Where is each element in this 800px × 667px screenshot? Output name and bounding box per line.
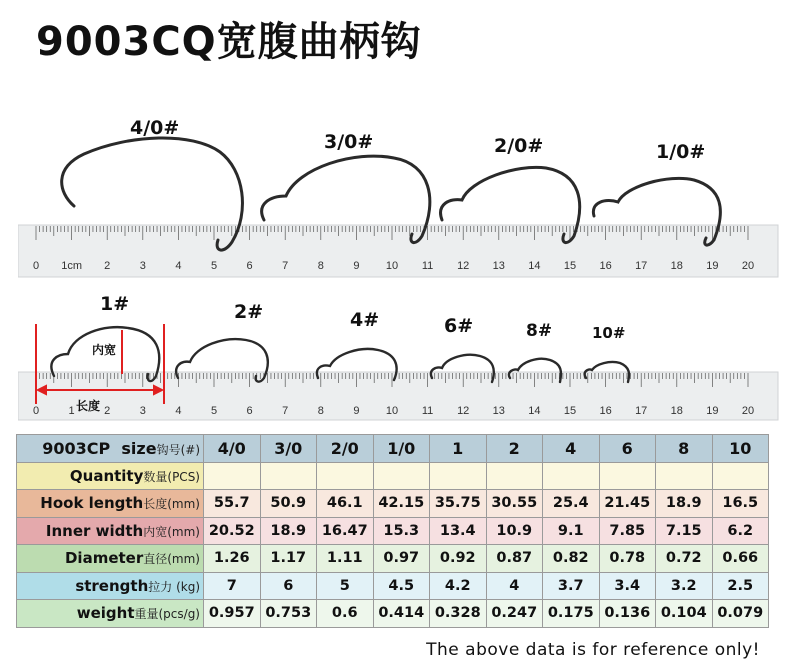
table-cell: 0.957: [204, 600, 261, 628]
table-cell: 0.414: [373, 600, 430, 628]
table-header-row: [17, 435, 769, 463]
table-cell: [712, 462, 769, 490]
table-cell: 35.75: [430, 490, 487, 518]
ruler-number: 10: [385, 405, 399, 417]
ruler-number: 19: [706, 405, 719, 417]
table-cell: 3.4: [599, 572, 656, 600]
table-cell: 16.47: [317, 517, 374, 545]
ruler-number: 15: [563, 405, 577, 417]
ruler-number: 4: [175, 405, 182, 417]
table-cell: [317, 462, 374, 490]
table-row: [17, 517, 769, 545]
table-cell: 0.6: [317, 600, 374, 628]
header-size-5: 2: [486, 435, 543, 463]
header-size-3: 1/0: [373, 435, 430, 463]
table-cell: [204, 462, 261, 490]
table-cell: 20.52: [204, 517, 261, 545]
header-size-4: 1: [430, 435, 487, 463]
table-cell: 4.5: [373, 572, 430, 600]
row-label: Quantity数量(PCS): [17, 462, 204, 490]
table-cell: [486, 462, 543, 490]
size-label-2-0: 2/0#: [494, 135, 544, 157]
table-cell: 0.82: [543, 545, 600, 573]
ruler-number: 1cm: [61, 260, 82, 272]
table-cell: 55.7: [204, 490, 261, 518]
table-cell: 3.2: [656, 572, 713, 600]
ruler-number: 14: [528, 405, 541, 417]
header-size-8: 8: [656, 435, 713, 463]
size-label-3-0: 3/0#: [324, 131, 374, 153]
size-label-4-0: 4/0#: [130, 117, 180, 139]
ruler-number: 17: [635, 405, 648, 417]
size-label-8: 8#: [526, 321, 553, 341]
table-cell: 0.72: [656, 545, 713, 573]
ruler-bottom: [18, 372, 778, 420]
ruler-number: 18: [670, 260, 683, 272]
header-size-0: 4/0: [204, 435, 261, 463]
header-size-6: 4: [543, 435, 600, 463]
size-label-1: 1#: [100, 293, 130, 315]
row-label: Inner width内宽(mm): [17, 517, 204, 545]
table-cell: 6: [260, 572, 317, 600]
ruler-number: 17: [635, 260, 648, 272]
table-cell: 7.85: [599, 517, 656, 545]
table-cell: 0.136: [599, 600, 656, 628]
table-cell: [373, 462, 430, 490]
inner-width-label: 内宽: [92, 343, 117, 357]
hook-photo: [18, 92, 782, 422]
table-cell: 15.3: [373, 517, 430, 545]
table-cell: 0.87: [486, 545, 543, 573]
ruler-number: 13: [492, 260, 505, 272]
header-size-1: 3/0: [260, 435, 317, 463]
ruler-number: 6: [246, 260, 253, 272]
ruler-number: 16: [599, 260, 612, 272]
ruler-number: 9: [353, 260, 360, 272]
ruler-number: 0: [32, 405, 40, 417]
table-cell: 50.9: [260, 490, 317, 518]
ruler-number: 2: [104, 405, 111, 417]
table-row: [17, 600, 769, 628]
row-label: strength拉力 (kg): [17, 572, 204, 600]
table-cell: 2.5: [712, 572, 769, 600]
table-row: [17, 572, 769, 600]
ruler-top: [18, 225, 778, 277]
table-cell: 9.1: [543, 517, 600, 545]
table-cell: 21.45: [599, 490, 656, 518]
table-cell: 18.9: [260, 517, 317, 545]
ruler-number: 11: [421, 405, 434, 417]
row-label: Diameter直径(mm): [17, 545, 204, 573]
table-cell: 16.5: [712, 490, 769, 518]
size-label-1-0: 1/0#: [656, 141, 706, 163]
ruler-number: 5: [210, 260, 218, 272]
ruler-number: 0: [32, 260, 40, 272]
header-size-7: 6: [599, 435, 656, 463]
ruler-number: 3: [139, 405, 146, 417]
ruler-number: 18: [670, 405, 683, 417]
ruler-number: 7: [282, 405, 289, 417]
table-cell: [656, 462, 713, 490]
ruler-number: 12: [457, 405, 470, 417]
ruler-number: 20: [741, 260, 755, 272]
size-label-2: 2#: [234, 301, 264, 323]
spec-table: [16, 434, 769, 628]
ruler-number: 7: [282, 260, 289, 272]
table-row: [17, 462, 769, 490]
table-cell: 7.15: [656, 517, 713, 545]
table-cell: 4: [486, 572, 543, 600]
table-cell: 7: [204, 572, 261, 600]
ruler-number: 8: [317, 260, 324, 272]
table-cell: 6.2: [712, 517, 769, 545]
table-row: [17, 545, 769, 573]
table-cell: 0.753: [260, 600, 317, 628]
table-cell: 0.175: [543, 600, 600, 628]
table-cell: 4.2: [430, 572, 487, 600]
ruler-number: 5: [210, 405, 218, 417]
length-label: 长度: [76, 399, 101, 413]
ruler-number: 16: [599, 405, 612, 417]
ruler-number: 1: [68, 405, 75, 417]
table-row: [17, 490, 769, 518]
ruler-number: 9: [353, 405, 360, 417]
ruler-number: 4: [175, 260, 182, 272]
table-cell: [543, 462, 600, 490]
table-cell: 0.97: [373, 545, 430, 573]
table-cell: 0.92: [430, 545, 487, 573]
table-cell: 42.15: [373, 490, 430, 518]
ruler-number: 20: [741, 405, 755, 417]
ruler-number: 12: [457, 260, 470, 272]
table-cell: 0.66: [712, 545, 769, 573]
ruler-number: 6: [246, 405, 253, 417]
table-cell: 13.4: [430, 517, 487, 545]
ruler-number: 13: [492, 405, 505, 417]
table-cell: 0.328: [430, 600, 487, 628]
header-size-2: 2/0: [317, 435, 374, 463]
row-label: Hook length长度(mm): [17, 490, 204, 518]
ruler-number: 10: [385, 260, 399, 272]
row-label: weight重量(pcs/g): [17, 600, 204, 628]
reference-note: The above data is for reference only!: [426, 640, 760, 660]
table-cell: [260, 462, 317, 490]
size-label-10: 10#: [592, 324, 626, 342]
ruler-number: 19: [706, 260, 719, 272]
ruler-number: 14: [528, 260, 541, 272]
table-cell: 25.4: [543, 490, 600, 518]
ruler-number: 3: [139, 260, 146, 272]
table-cell: 0.104: [656, 600, 713, 628]
table-cell: 1.11: [317, 545, 374, 573]
page-title: 9003CQ宽腹曲柄钩: [36, 19, 422, 65]
table-cell: [430, 462, 487, 490]
size-label-6: 6#: [444, 315, 474, 337]
table-cell: 0.079: [712, 600, 769, 628]
table-cell: [599, 462, 656, 490]
ruler-number: 11: [421, 260, 434, 272]
header-size-9: 10: [712, 435, 769, 463]
table-cell: 10.9: [486, 517, 543, 545]
table-cell: 30.55: [486, 490, 543, 518]
ruler-number: 2: [104, 260, 111, 272]
ruler-number: 8: [317, 405, 324, 417]
header-label: 9003CP size钩号(#): [17, 435, 204, 463]
table-cell: 46.1: [317, 490, 374, 518]
size-label-4: 4#: [350, 309, 380, 331]
table-cell: 0.247: [486, 600, 543, 628]
table-cell: 3.7: [543, 572, 600, 600]
ruler-number: 15: [563, 260, 577, 272]
table-cell: 18.9: [656, 490, 713, 518]
table-cell: 1.17: [260, 545, 317, 573]
table-cell: 5: [317, 572, 374, 600]
table-cell: 0.78: [599, 545, 656, 573]
table-cell: 1.26: [204, 545, 261, 573]
